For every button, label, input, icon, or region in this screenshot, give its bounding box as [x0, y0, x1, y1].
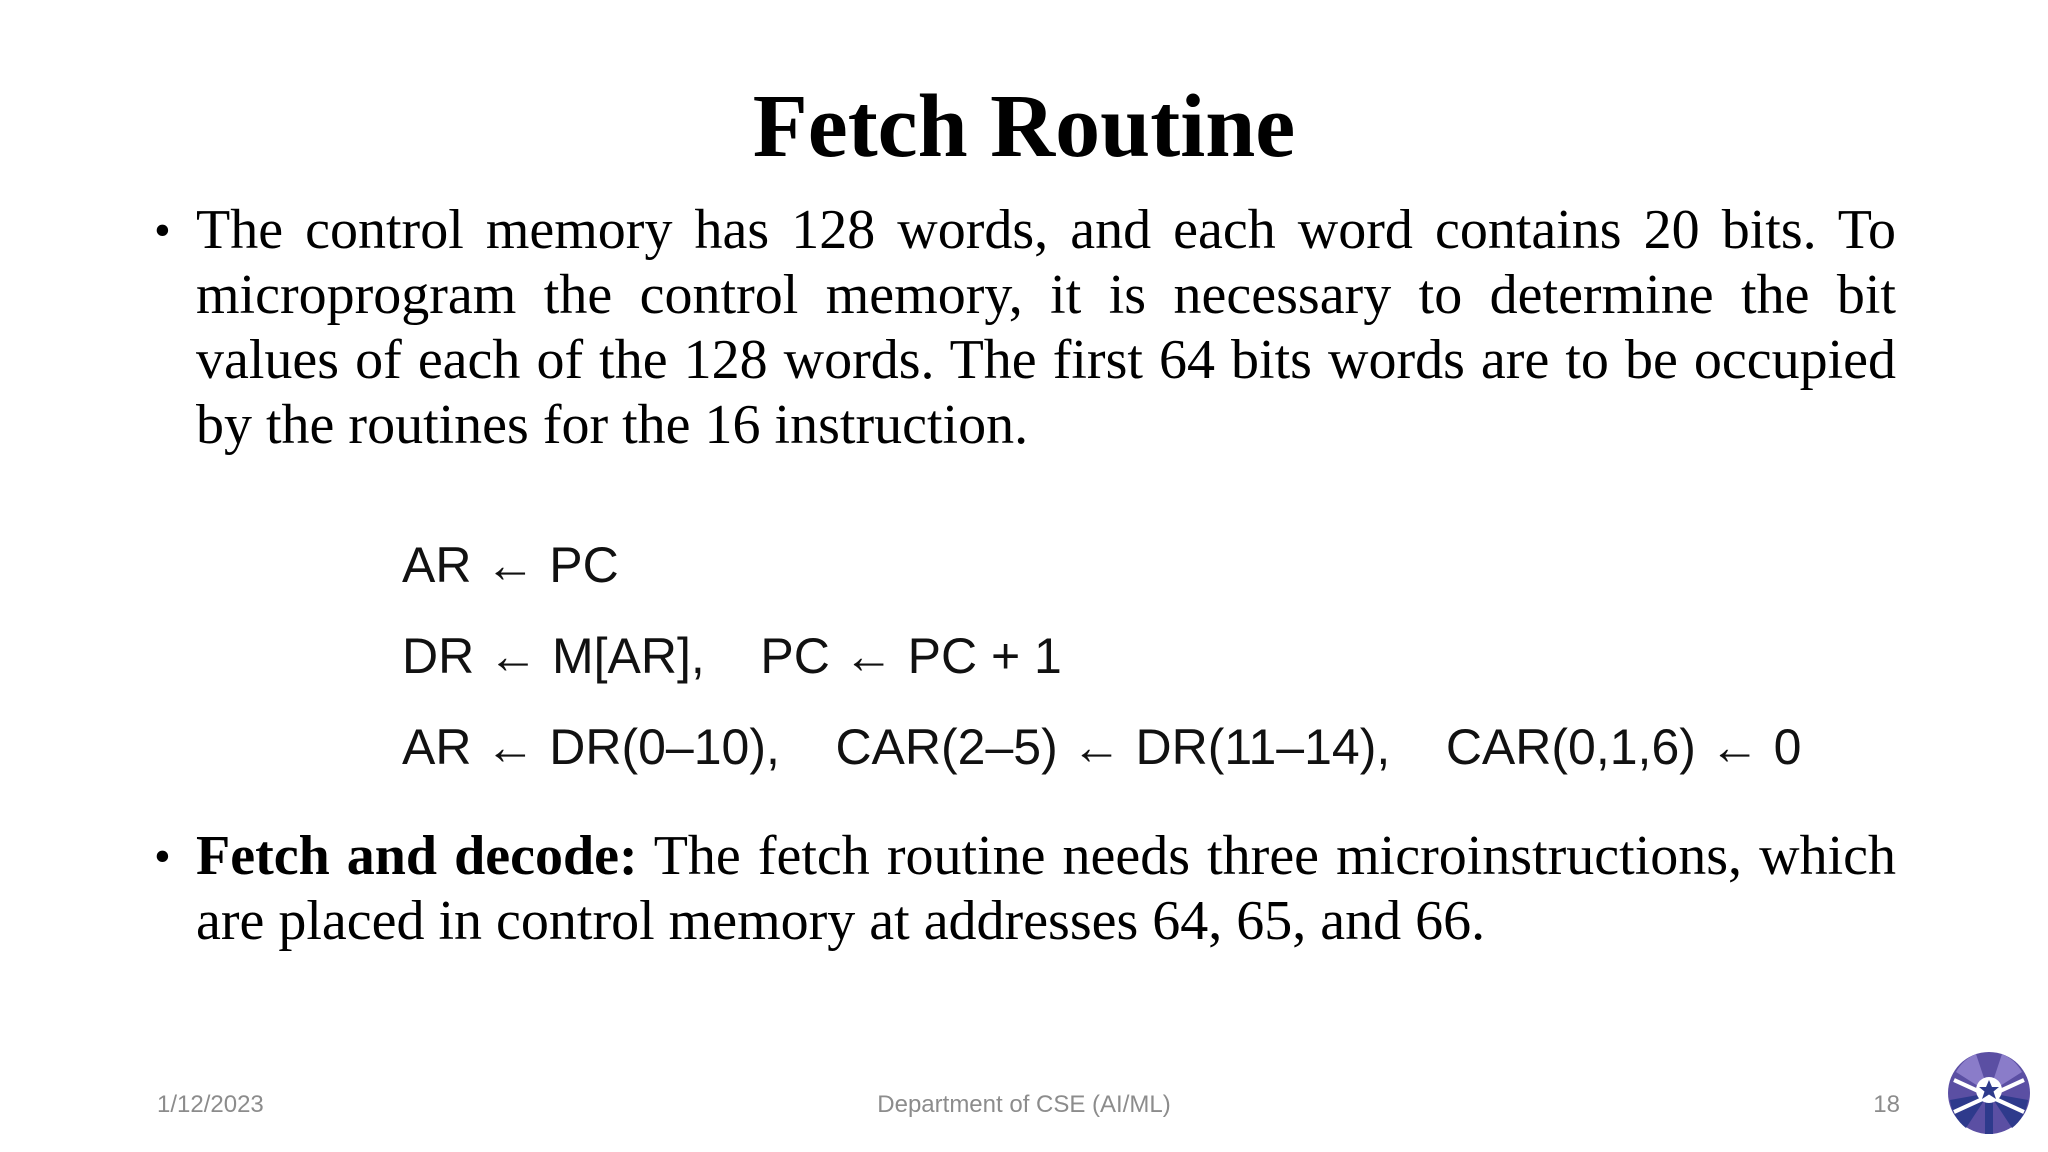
slide-title: Fetch Routine [752, 77, 1296, 176]
footer-page-number: 18 [1873, 1091, 1900, 1118]
bullet-text: The control memory has 128 words, and each word contains 20 bits. To microprogram the control memory, it is necessary to determine the bit values of each of the 128 words. The first 64 bits words are to be occupied by the routines for the 16 instruction. [196, 199, 1896, 456]
bullet-control-memory [154, 198, 1896, 458]
bullet-glyph: • [154, 830, 171, 883]
institution-logo-icon [1946, 1050, 2032, 1136]
bullet-fetch-decode [154, 824, 1896, 954]
footer-date: 1/12/2023 [157, 1091, 264, 1118]
equation-line-2: DR ← M[AR], PC ← PC + 1 [402, 628, 1062, 684]
bullet-bold-label: Fetch and decode: [196, 825, 638, 887]
equation-line-3: AR ← DR(0–10), CAR(2–5) ← DR(11–14), CAR(0,1,6) ← 0 [402, 719, 1802, 775]
bullet-text: The fetch routine needs three microinstructions, which are placed in control memory at addresses 64, 65, and 66. [196, 825, 1896, 952]
bullet-glyph: • [154, 204, 171, 257]
equation-line-1: AR ← PC [402, 537, 619, 593]
footer-department: Department of CSE (AI/ML) [877, 1091, 1171, 1118]
fetch-equations [402, 520, 1802, 793]
